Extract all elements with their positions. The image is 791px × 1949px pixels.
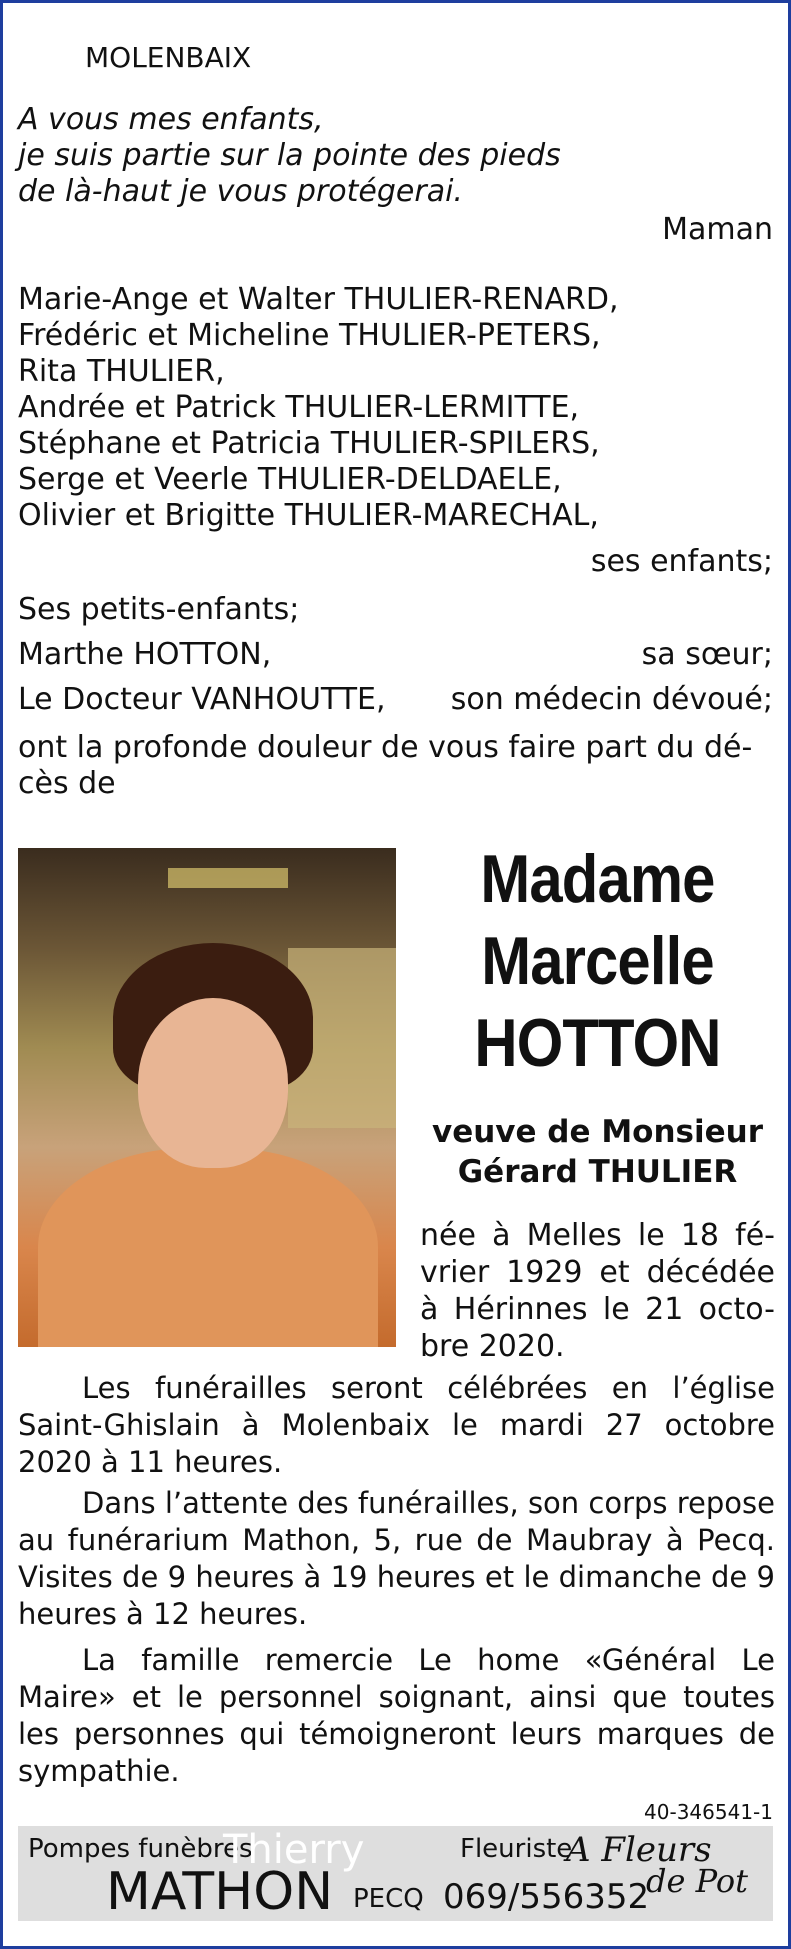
birth-line-1: née à Melles le 18 fé- — [420, 1218, 775, 1253]
child-line: Serge et Veerle THULIER-DELDAELE, — [18, 462, 562, 497]
location-heading: MOLENBAIX — [85, 41, 252, 74]
shop-name-line-1: A Fleurs — [566, 1830, 712, 1870]
widow-line-1: veuve de Monsieur — [431, 1114, 763, 1150]
pecq-label: PECQ — [353, 1884, 424, 1914]
sister-name: Marthe HOTTON, — [18, 637, 272, 672]
child-line: Stéphane et Patricia THULIER-SPILERS, — [18, 426, 600, 461]
pompes-label: Pompes funèbres — [28, 1834, 253, 1864]
children-label: ses enfants; — [590, 544, 773, 579]
child-line: Andrée et Patrick THULIER-LERMITTE, — [18, 390, 580, 425]
shop-name-line-2: de Pot — [646, 1862, 748, 1900]
mathon-label: MATHON — [106, 1862, 334, 1922]
deceased-last-name: HOTTON — [474, 1005, 721, 1081]
deceased-photo — [18, 848, 396, 1347]
doctor-role: son médecin dévoué; — [450, 682, 773, 717]
thierry-label: Thierry — [223, 1827, 365, 1873]
phone-number: 069/556352 — [443, 1877, 650, 1917]
funeral-paragraph: Les funérailles seront célébrées en l’église Saint-Ghislain à Molenbaix le mardi 27 octobre 2020 à 11 heures. — [18, 1371, 775, 1479]
birth-line-4: bre 2020. — [420, 1329, 565, 1364]
grandchildren-line: Ses petits-enfants; — [18, 592, 300, 627]
announce-line-1: ont la profonde douleur de vous faire part du dé- — [18, 730, 753, 765]
funeral-home-banner — [18, 1826, 773, 1921]
sister-role: sa sœur; — [641, 637, 773, 672]
visits-paragraph: Dans l’attente des funérailles, son corps repose au funérarium Mathon, 5, rue de Maubray à Pecq. Visites de 9 heures à 19 heures et le dimanche de 9 heures à 12 heures. — [18, 1486, 775, 1631]
reference-number: 40-346541-1 — [644, 1800, 773, 1824]
widow-line-2: Gérard THULIER — [457, 1154, 738, 1190]
deceased-first-name: Marcelle — [481, 923, 714, 999]
child-line: Frédéric et Micheline THULIER-PETERS, — [18, 318, 601, 353]
birth-line-2: vrier 1929 et décédée — [420, 1255, 775, 1290]
child-line: Olivier et Brigitte THULIER-MARECHAL, — [18, 498, 599, 533]
child-line: Rita THULIER, — [18, 354, 225, 389]
thanks-paragraph: La famille remercie Le home «Général Le Maire» et le personnel soignant, ainsi que toutes les personnes qui témoigneront leurs marques de sympathie. — [18, 1643, 775, 1788]
deceased-title: Madame — [480, 841, 715, 917]
poem-line-3: de là-haut je vous protégerai. — [18, 174, 463, 209]
doctor-name: Le Docteur VANHOUTTE, — [18, 682, 386, 717]
child-line: Marie-Ange et Walter THULIER-RENARD, — [18, 282, 619, 317]
poem-line-1: A vous mes enfants, — [18, 102, 324, 137]
deceased-name-block — [420, 838, 775, 1192]
poem-signature: Maman — [662, 212, 773, 247]
poem-line-2: je suis partie sur la pointe des pieds — [18, 138, 561, 173]
announce-line-2: cès de — [18, 766, 116, 801]
fleuriste-label: Fleuriste — [460, 1834, 573, 1864]
birth-line-3: à Hérinnes le 21 octo- — [420, 1292, 775, 1327]
